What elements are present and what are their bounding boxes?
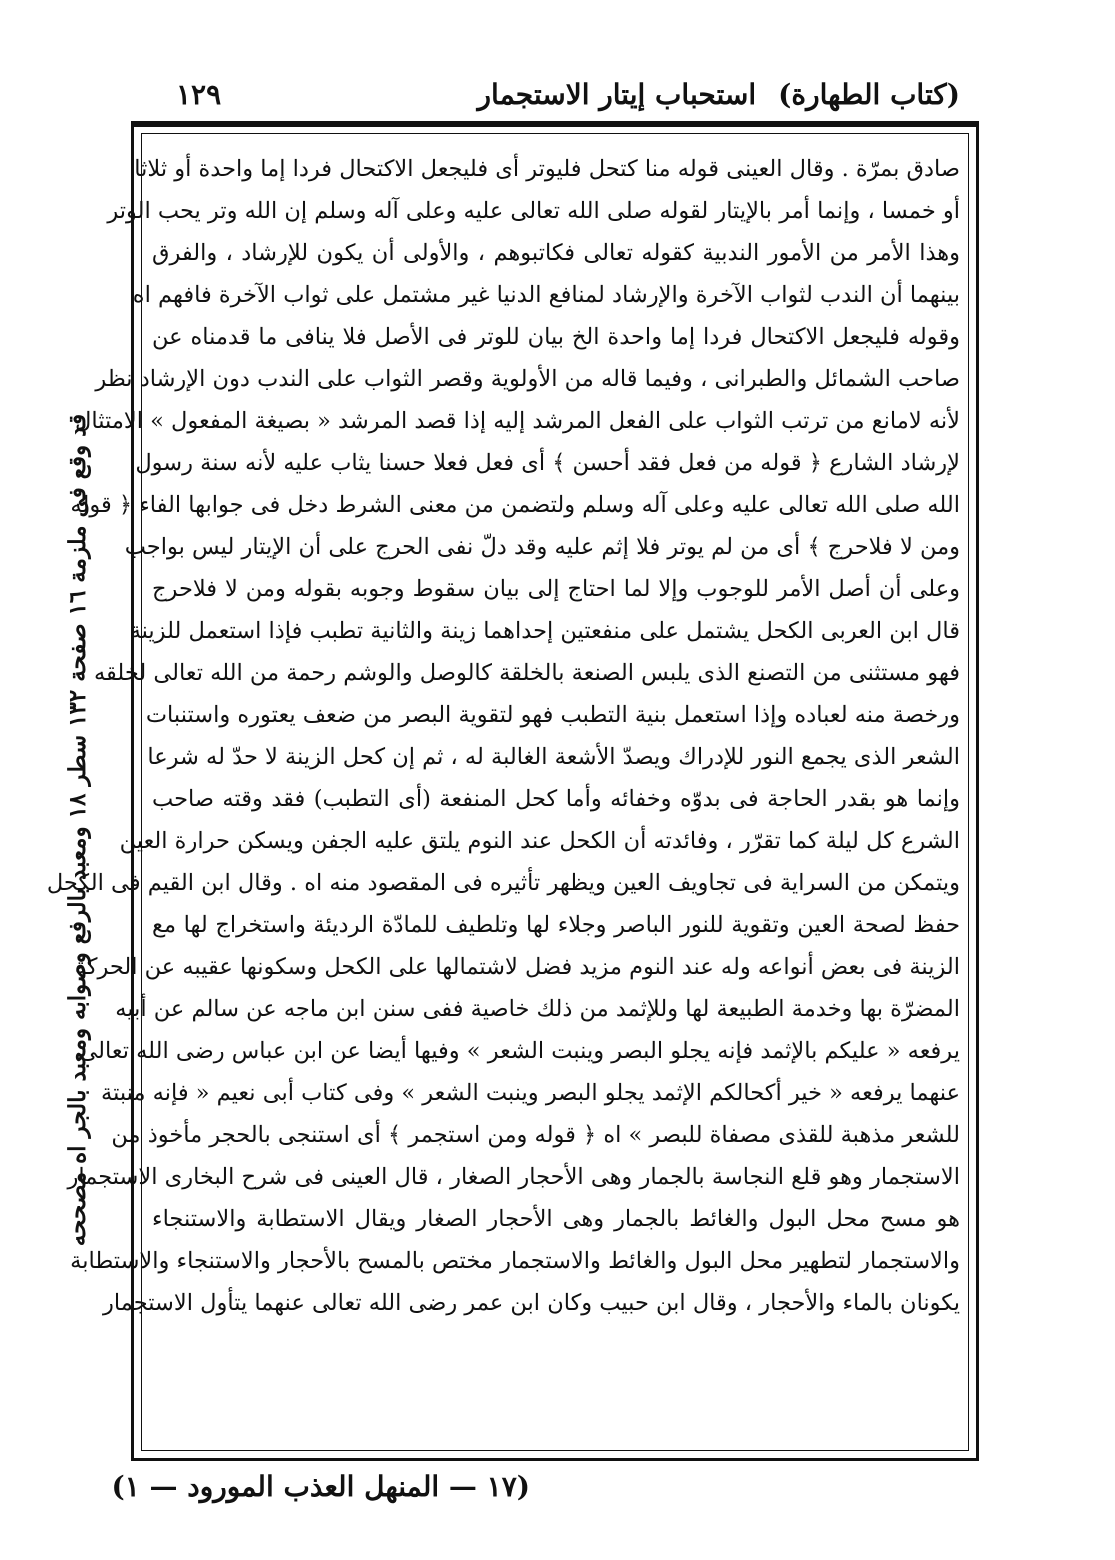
text-line: للشعر مذهبة للقذى مصفاة للبصر » اه ﴿ قوله ومن استجمر ﴾ أى استنجى بالحجر مأخوذ من: [111, 1122, 960, 1148]
text-line: الله صلى الله تعالى عليه وعلى آله وسلم ولتضمن من معنى الشرط دخل فى جوابها الفاء ﴿ قوله: [70, 492, 960, 518]
text-line: الزينة فى بعض أنواعه وله عند النوم مزيد فضل لاشتمالها على الكحل وسكونها عقيبه عن الحركة: [74, 954, 960, 980]
page-number: ١٢٩: [176, 78, 222, 111]
text-line: يكونان بالماء والأحجار ، وقال ابن حبيب وكان ابن عمر رضى الله تعالى عنهما يتأول الاستجمار: [103, 1290, 960, 1316]
text-line: وقوله فليجعل الاكتحال فردا إما واحدة الخ بيان للوتر فى الأصل فلا ينافى ما قدمناه عن: [152, 324, 960, 350]
text-line: ورخصة منه لعباده وإذا استعمل بنية التطبب فهو لتقوية البصر من ضعف يعتوره واستنبات: [145, 702, 960, 728]
text-line: وعلى أن أصل الأمر للوجوب وإلا لما احتاج إلى بيان سقوط وجوبه بقوله ومن لا فلاحرج: [152, 576, 960, 602]
text-line: وهذا الأمر من الأمور الندبية كقوله تعالى فكاتبوهم ، والأولى أن يكون للإرشاد ، والفرق: [152, 240, 960, 266]
margin-note-text: قد وقع فى ملزمة ١٦ صفحة ١٣٢ سطر ١٨ ومعبد بالرفع وصوابه ومعبد بالجر اه مصححه: [64, 413, 91, 1247]
page-header: [140, 78, 970, 122]
text-line: هو مسح محل البول والغائط بالجمار وهى الأحجار الصغار ويقال الاستطابة والاستنجاء: [152, 1206, 960, 1232]
text-line: ويتمكن من السراية فى تجاويف العين ويظهر تأثيره فى المقصود منه اه . وقال ابن القيم فى الكحل: [46, 870, 960, 896]
text-line: صادق بمرّة . وقال العينى قوله منا كتحل فليوتر أى فليجعل الاكتحال فردا إما واحدة أو ثلاثا: [134, 156, 960, 182]
text-line: الشرع كل ليلة كما تقرّر ، وفائدته أن الكحل عند النوم يلتق عليه الجفن ويسكن حرارة العين: [119, 828, 960, 854]
text-line: لأنه لامانع من ترتب الثواب على الفعل المرشد إليه إذا قصد المرشد « بصيغة المفعول » الامتثال: [75, 408, 960, 434]
text-line: لإرشاد الشارع ﴿ قوله من فعل فقد أحسن ﴾ أى فعل فعلا حسنا يثاب عليه لأنه سنة رسول: [135, 450, 960, 476]
text-line: ومن لا فلاحرج ﴾ أى من لم يوتر فلا إثم عليه وقد دلّ نفى الحرج على أن الإيتار ليس بواجب: [124, 534, 960, 560]
text-line: الشعر الذى يجمع النور للإدراك ويصدّ الأشعة الغالبة له ، ثم إن كحل الزينة لا حدّ له شرعا: [147, 744, 960, 770]
text-line: الاستجمار وهو قلع النجاسة بالجمار وهى الأحجار الصغار ، قال العينى فى شرح البخارى الاستجمار: [67, 1164, 960, 1190]
chapter-title: استحباب إيتار الاستجمار: [477, 78, 757, 111]
text-line: فهو مستثنى من التصنع الذى يلبس الصنعة بالخلقة كالوصل والوشم رحمة من الله تعالى لخلقه: [93, 660, 960, 686]
text-line: المضرّة بها وخدمة الطبيعة لها وللإثمد من ذلك خاصية ففى سنن ابن ماجه عن سالم عن أبيه: [115, 996, 960, 1022]
page-footer: (١٧ — المنهل العذب المورود — ١): [111, 1470, 530, 1503]
text-line: بينهما أن الندب لثواب الآخرة والإرشاد لمنافع الدنيا غير مشتمل على ثواب الآخرة فافهم اه: [132, 282, 960, 308]
text-line: حفظ لصحة العين وتقوية للنور الباصر وجلاء لها وتلطيف للمادّة الرديئة واستخراج لها مع: [152, 912, 960, 938]
text-line: والاستجمار لتطهير محل البول والغائط والاستجمار مختص بالمسح بالأحجار والاستنجاء والاستطابة: [70, 1248, 960, 1274]
text-line: صاحب الشمائل والطبرانى ، وفيما قاله من الأولوية وقصر الثواب على الندب دون الإرشاد نظر: [95, 366, 960, 392]
running-title: [478, 78, 960, 111]
text-line: قال ابن العربى الكحل يشتمل على منفعتين إحداهما زينة والثانية تطبب فإذا استعمل للزينة: [129, 618, 960, 644]
text-line: أو خمسا ، وإنما أمر بالإيتار لقوله صلى الله تعالى عليه وعلى آله وسلم إن الله وتر يحب الوتر: [107, 198, 960, 224]
book-title: (كتاب الطهارة): [778, 78, 960, 111]
text-line: وإنما هو بقدر الحاجة فى بدوّه وخفائه وأما كحل المنفعة (أى التطبب) فقد وقته صاحب: [152, 786, 960, 812]
text-line: عنهما يرفعه « خير أكحالكم الإثمد يجلو البصر وينبت الشعر » وفى كتاب أبى نعيم « فإنه منبتة: [101, 1080, 960, 1106]
margin-note: [30, 413, 160, 1290]
text-line: يرفعه « عليكم بالإثمد فإنه يجلو البصر وينبت الشعر » وفيها أيضا عن ابن عباس رضى الله تعالى: [79, 1038, 960, 1064]
